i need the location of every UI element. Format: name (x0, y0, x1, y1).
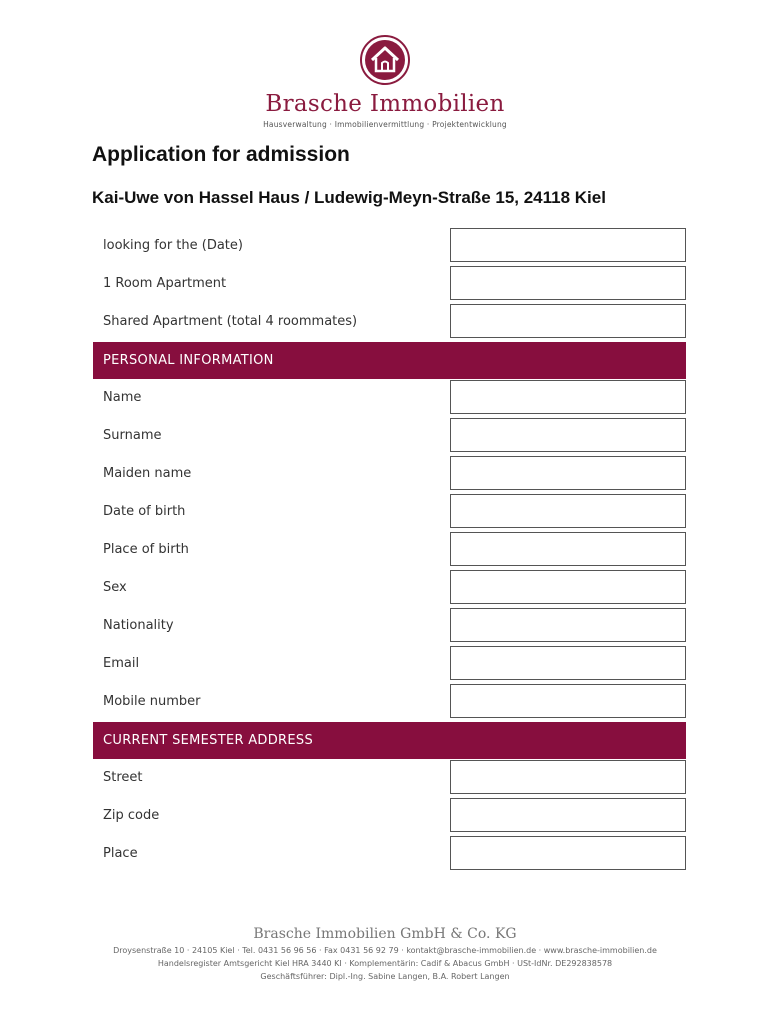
form-row-mobile (93, 684, 686, 722)
section-personal-information: PERSONAL INFORMATION (93, 342, 686, 379)
application-form (93, 228, 686, 874)
one-room-field[interactable] (450, 266, 686, 300)
form-row-sex (93, 570, 686, 608)
form-row-date-of-birth (93, 494, 686, 532)
form-row-name (93, 380, 686, 418)
form-row-1-room (93, 266, 686, 304)
shared-apartment-field[interactable] (450, 304, 686, 338)
footer-register-line: Handelsregister Amtsgericht Kiel HRA 3440 KI · Komplementärin: Cadif & Abacus GmbH · USt-IdNr. DE292838578 (157, 959, 613, 968)
section-current-semester-address: CURRENT SEMESTER ADDRESS (93, 722, 686, 759)
footer (0, 924, 770, 983)
field-label: Name (103, 390, 142, 405)
form-row-date (93, 228, 686, 266)
surname-field[interactable] (450, 418, 686, 452)
place-of-birth-field[interactable] (450, 532, 686, 566)
zip-code-field[interactable] (450, 798, 686, 832)
field-label: Street (103, 770, 143, 785)
maiden-name-field[interactable] (450, 456, 686, 490)
form-row-place-of-birth (93, 532, 686, 570)
sex-field[interactable] (450, 570, 686, 604)
form-row-street (93, 760, 686, 798)
field-label: Mobile number (103, 694, 201, 709)
name-field[interactable] (450, 380, 686, 414)
field-label: Sex (103, 580, 127, 595)
form-row-email (93, 646, 686, 684)
house-logo-icon (359, 34, 411, 86)
field-label: Zip code (103, 808, 160, 823)
field-label: 1 Room Apartment (103, 276, 227, 291)
form-row-zip (93, 798, 686, 836)
field-label: Nationality (103, 618, 174, 633)
company-logo (0, 34, 770, 129)
brand-name: Brasche Immobilien (265, 91, 505, 117)
field-label: Place (103, 846, 138, 861)
form-row-shared (93, 304, 686, 342)
field-label: Surname (103, 428, 162, 443)
page-title: Application for admission (92, 143, 350, 166)
field-label: looking for the (Date) (103, 238, 243, 253)
nationality-field[interactable] (450, 608, 686, 642)
place-field[interactable] (450, 836, 686, 870)
field-label: Maiden name (103, 466, 192, 481)
form-row-nationality (93, 608, 686, 646)
footer-management-line: Geschäftsführer: Dipl.-Ing. Sabine Langen, B.A. Robert Langen (260, 972, 510, 981)
field-label: Shared Apartment (total 4 roommates) (103, 314, 358, 329)
form-row-place (93, 836, 686, 874)
street-field[interactable] (450, 760, 686, 794)
date-field[interactable] (450, 228, 686, 262)
footer-company: Brasche Immobilien GmbH & Co. KG (253, 926, 517, 942)
field-label: Email (103, 656, 140, 671)
footer-address-line: Droysenstraße 10 · 24105 Kiel · Tel. 0431 56 96 56 · Fax 0431 56 92 79 · kontakt@brasche-immobilien.de · www.brasche-immobilien.de (113, 946, 657, 955)
field-label: Date of birth (103, 504, 186, 519)
field-label: Place of birth (103, 542, 189, 557)
form-row-surname (93, 418, 686, 456)
mobile-number-field[interactable] (450, 684, 686, 718)
date-of-birth-field[interactable] (450, 494, 686, 528)
brand-tagline: Hausverwaltung · Immobilienvermittlung · Projektentwicklung (263, 120, 507, 129)
form-row-maiden-name (93, 456, 686, 494)
page-subtitle: Kai-Uwe von Hassel Haus / Ludewig-Meyn-Straße 15, 24118 Kiel (92, 188, 606, 207)
email-field[interactable] (450, 646, 686, 680)
